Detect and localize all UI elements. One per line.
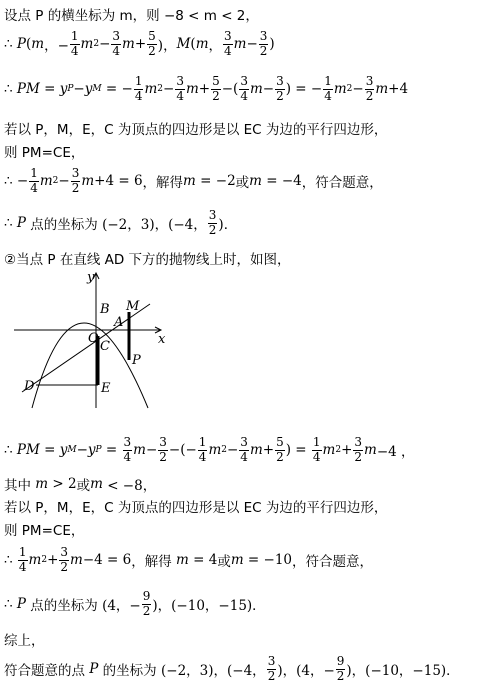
line-text: 若以 P，M，E，C 为顶点的四边形是以 EC 为边的平行四边形，	[4, 500, 388, 516]
solution-line-formula: ∴ P 点的坐标为 (4，− $\frac{9}{2}$ )，(−10，−15)．	[4, 589, 266, 618]
label-c: C	[100, 339, 110, 354]
line-text: 则 PM=CE，	[4, 523, 85, 539]
solution-line-formula: ∴ PM = y P − y M = − $\frac{1}{4}$ m 2 − $\frac{3}{4}$ m + $\frac{5}{2}$ −( $\frac{3}{4}$ m − $\frac{3}{2}$ ) = − $\frac{1}{4}$ m 2 − $\frac{3}{2}$ m +4	[4, 74, 409, 103]
line-text: ②当点 P 在直线 AD 下方的抛物线上时，如图，	[4, 252, 291, 268]
label-o: O	[88, 331, 99, 346]
solution-line-formula: ∴ PM = y M − y P = $\frac{3}{4}$ m − $\frac{3}{2}$ −(− $\frac{1}{4}$ m 2 − $\frac{3}{4}$ m + $\frac{5}{2}$ ) = $\frac{1}{4}$ m 2 + $\frac{3}{2}$ m −4 ，	[4, 435, 415, 464]
solution-line-formula: 符合题意的点 P 的坐标为 (−2，3)，(−4， $\frac{3}{2}$ )，(4，− $\frac{9}{2}$ )，(−10，−15)．	[4, 654, 460, 683]
solution-line	[4, 118, 387, 138]
label-y: y	[87, 270, 95, 285]
line-text: 则 PM=CE，	[4, 145, 85, 161]
label-a: A	[114, 315, 124, 330]
solution-line-formula: ∴ − $\frac{1}{4}$ m 2 − $\frac{3}{2}$ m +4 = 6 ，解得 m = −2 或 m = −4 ，符合题意，	[4, 166, 383, 195]
solution-line-formula: ∴ P ( m ，− $\frac{1}{4}$ m 2 − $\frac{3}{4}$ m + $\frac{5}{2}$ )， M ( m ， $\frac{3}{4}$ m − $\frac{3}{2}$ )	[4, 29, 275, 58]
line-text: 若以 P，M，E，C 为顶点的四边形是以 EC 为边的平行四边形，	[4, 122, 388, 138]
solution-line	[4, 519, 84, 539]
label-d: D	[24, 379, 35, 394]
line-ad	[22, 304, 150, 392]
label-e: E	[101, 381, 111, 396]
label-p: P	[132, 353, 141, 368]
line-text: 综上，	[4, 633, 45, 649]
parabola-figure	[8, 268, 184, 416]
solution-line	[4, 141, 84, 161]
label-m: M	[126, 299, 140, 314]
label-x: x	[158, 332, 166, 347]
solution-line	[4, 248, 291, 268]
solution-line	[4, 629, 45, 649]
label-b: B	[100, 302, 110, 317]
line-text: 设点 P 的横坐标为 m，则 −8 < m < 2，	[4, 8, 259, 24]
solution-line-formula: 其中 m > 2 或 m < −8，	[4, 476, 157, 494]
solution-line	[4, 496, 387, 516]
solution-line-formula: ∴ $\frac{1}{4}$ m 2 + $\frac{3}{2}$ m −4 = 6 ，解得 m = 4 或 m = −10 ，符合题意，	[4, 545, 374, 574]
solution-line-formula: ∴ P 点的坐标为 (−2，3)，(−4， $\frac{3}{2}$ )．	[4, 208, 238, 237]
solution-line	[4, 4, 259, 24]
